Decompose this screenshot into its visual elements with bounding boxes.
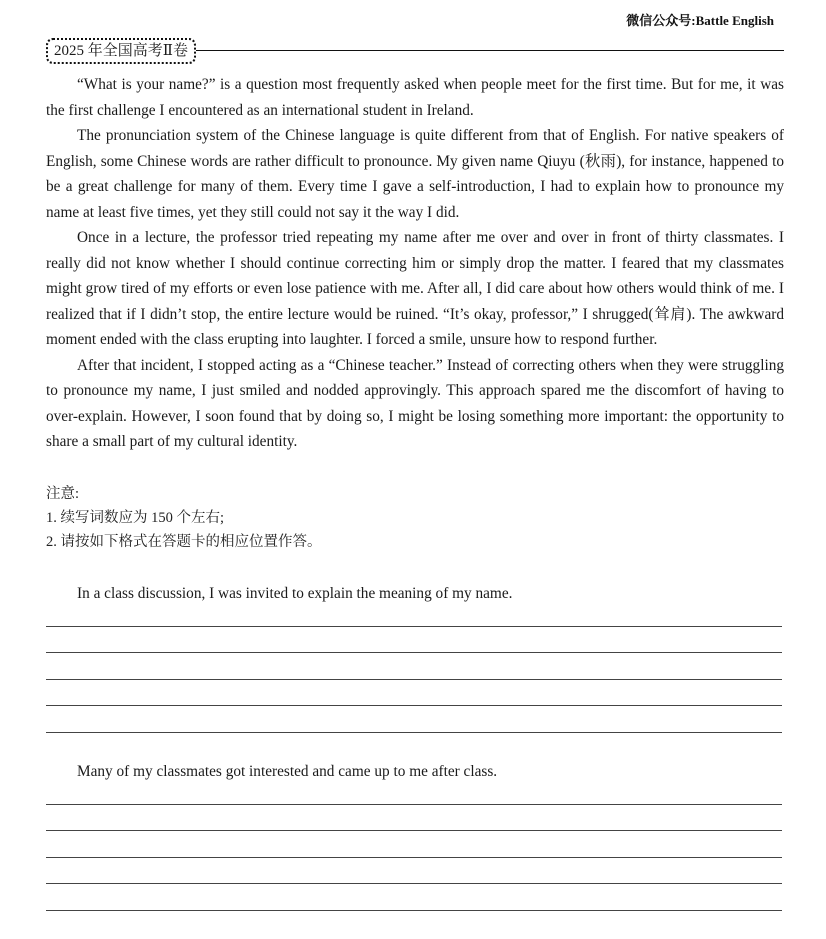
notes-item-1: 1. 续写词数应为 150 个左右; — [46, 510, 225, 526]
exam-tag: 2025 年全国高考Ⅱ卷 — [46, 38, 196, 64]
header-rule — [196, 50, 784, 51]
answer-lines-1[interactable] — [46, 600, 782, 733]
answer-line[interactable] — [46, 600, 782, 627]
answer-line[interactable] — [46, 884, 782, 911]
answer-line[interactable] — [46, 778, 782, 805]
notes-heading: 注意: — [46, 486, 80, 502]
passage-paragraph-2: The pronunciation system of the Chinese language is quite different from that of English. For native speakers of English, some Chinese words are rather difficult to pronounce. My given name Qiuyu (秋雨), for instance, happened to be a great challenge for many of them. Every time I gave a self-introduction, I had to explain how to pronounce my name at least five times, yet they still could not say it the way I did. — [46, 127, 784, 221]
answer-line[interactable] — [46, 680, 782, 707]
continuation-prompt-1: In a class discussion, I was invited to explain the meaning of my name. — [77, 585, 513, 602]
answer-line[interactable] — [46, 706, 782, 733]
exam-header — [46, 38, 784, 64]
reading-passage — [46, 72, 784, 455]
answer-line[interactable] — [46, 653, 782, 680]
continuation-prompt-2: Many of my classmates got interested and came up to me after class. — [77, 763, 498, 780]
answer-lines-2[interactable] — [46, 778, 782, 911]
notes-section — [46, 482, 784, 554]
passage-paragraph-1: “What is your name?” is a question most frequently asked when people meet for the first time. But for me, it was the first challenge I encountered as an international student in Ireland. — [46, 76, 784, 119]
notes-item-2: 2. 请按如下格式在答题卡的相应位置作答。 — [46, 534, 322, 550]
answer-line[interactable] — [46, 627, 782, 654]
passage-paragraph-3: Once in a lecture, the professor tried repeating my name after me over and over in front of thirty classmates. I really did not know whether I should continue correcting him or simply drop the matter. I feared that my classmates might grow tired of my efforts or even lose patience with me. After all, I did care about how others would think of me. I realized that if I didn’t stop, the entire lecture would be ruined. “It’s okay, professor,” I shrugged(耸肩). The awkward moment ended with the class erupting into laughter. I forced a smile, unsure how to respond further. — [46, 229, 784, 348]
answer-line[interactable] — [46, 858, 782, 885]
wechat-watermark: 微信公众号:Battle English — [626, 13, 774, 28]
answer-line[interactable] — [46, 831, 782, 858]
passage-paragraph-4: After that incident, I stopped acting as a “Chinese teacher.” Instead of correcting others when they were struggling to pronounce my name, I just smiled and nodded approvingly. This approach spared me the discomfort of having to over-explain. However, I soon found that by doing so, I might be losing something more important: the opportunity to share a small part of my cultural identity. — [46, 356, 784, 450]
answer-line[interactable] — [46, 805, 782, 832]
